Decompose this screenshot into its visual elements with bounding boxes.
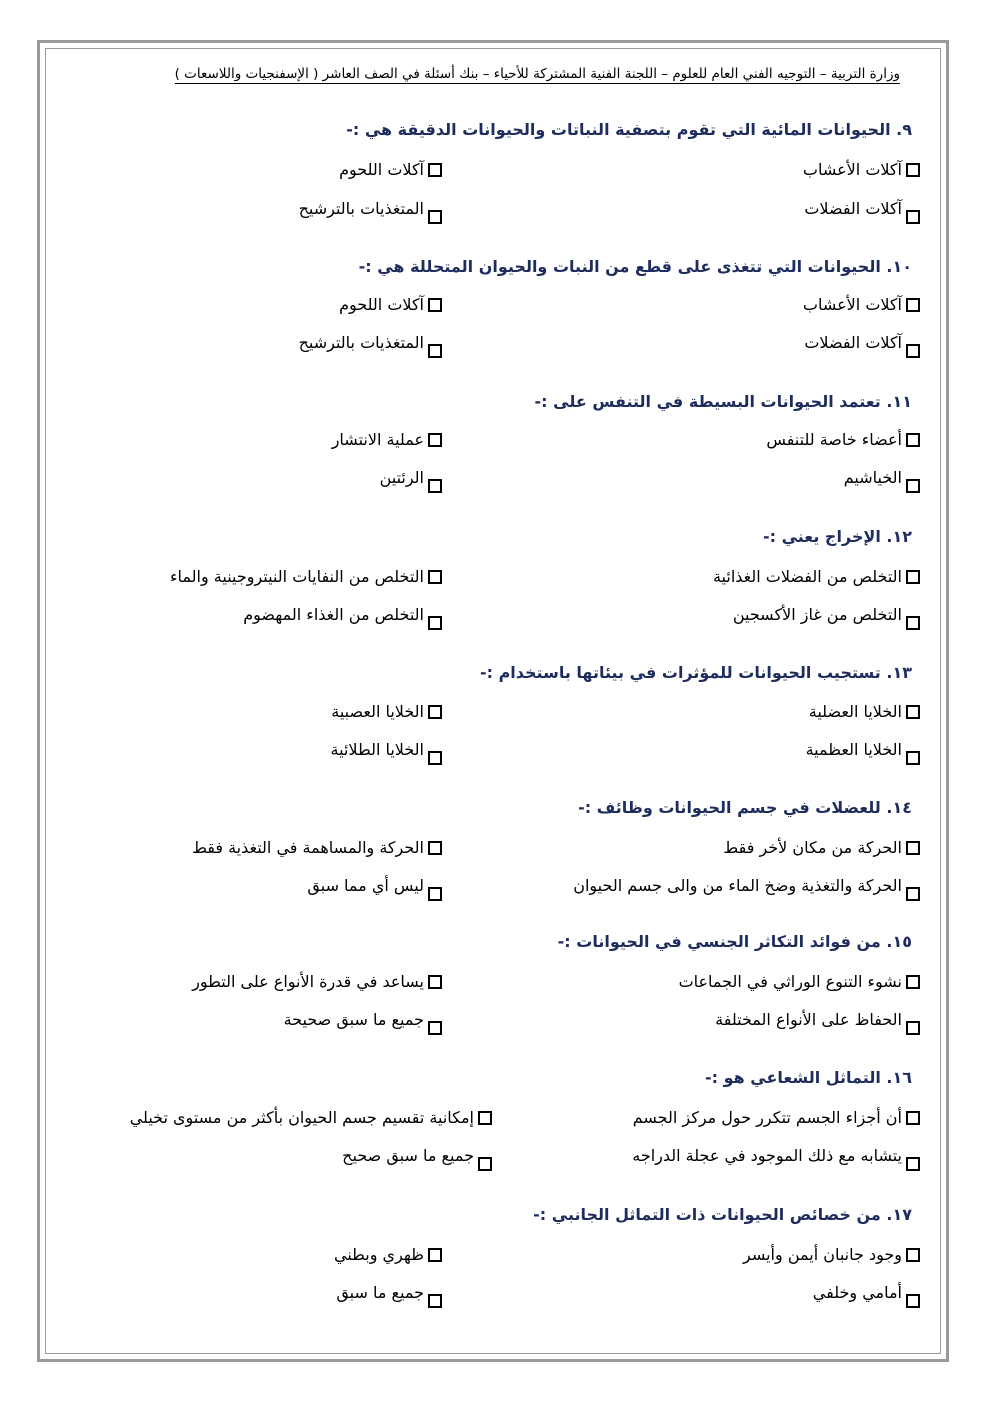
option-label: نشوء التنوع الوراثي في الجماعات (678, 972, 902, 991)
option-label: آكلات الفضلات (804, 333, 902, 352)
header-text: وزارة التربية – التوجيه الفني العام للعلوم – اللجنة الفنية المشتركة للأحياء – بنك أسئلة في الصف العاشر ( الإسفنجيات واللاسعات ) (174, 66, 900, 82)
question-14-stem: ١٤. للعضلات في جسم الحيوانات وظائف :- (578, 798, 912, 817)
q13-option-1[interactable] (809, 702, 920, 721)
option-label: ليس أي مما سبق (307, 876, 424, 895)
question-number: ١٠ (892, 257, 912, 276)
q9-option-2[interactable] (339, 160, 442, 179)
option-label: وجود جانبان أيمن وأيسر (743, 1245, 902, 1264)
question-number: ١٧ (892, 1205, 912, 1224)
question-text: للعضلات في جسم الحيوانات وظائف :- (578, 798, 881, 817)
option-label: آكلات الأعشاب (802, 295, 902, 314)
question-17-stem: ١٧. من خصائص الحيوانات ذات التماثل الجانبي :- (533, 1205, 912, 1224)
option-label: أن أجزاء الجسم تتكرر حول مركز الجسم (632, 1108, 902, 1127)
q9-option-4[interactable] (299, 199, 442, 218)
checkbox[interactable] (906, 479, 920, 493)
q12-option-3[interactable] (733, 605, 920, 624)
option-label: عملية الانتشار (331, 430, 424, 449)
option-label: الخلايا العضلية (808, 702, 902, 721)
checkbox[interactable] (428, 1021, 442, 1035)
q11-option-3[interactable] (844, 468, 920, 487)
q13-option-3[interactable] (806, 740, 920, 759)
question-text: من فوائد التكاثر الجنسي في الحيوانات :- (557, 932, 881, 951)
page-header (60, 64, 900, 84)
option-label: ظهري وبطني (333, 1245, 424, 1264)
checkbox[interactable] (478, 1111, 492, 1125)
checkbox[interactable] (428, 433, 442, 447)
question-text: الإخراج يعني :- (762, 527, 881, 546)
q14-option-2[interactable] (192, 838, 442, 857)
checkbox[interactable] (428, 751, 442, 765)
option-label: إمكانية تقسيم جسم الحيوان بأكثر من مستوى تخيلي (129, 1108, 474, 1127)
q14-option-1[interactable] (723, 838, 920, 857)
option-label: الحركة والتغذية وضخ الماء من والى جسم الحيوان (573, 876, 902, 895)
q16-option-4[interactable] (342, 1146, 492, 1165)
checkbox[interactable] (478, 1157, 492, 1171)
q15-option-4[interactable] (284, 1010, 442, 1029)
checkbox[interactable] (428, 841, 442, 855)
checkbox[interactable] (428, 344, 442, 358)
option-label: الرئتين (379, 468, 424, 487)
q11-option-2[interactable] (332, 430, 442, 449)
checkbox[interactable] (428, 570, 442, 584)
q16-option-2[interactable] (130, 1108, 492, 1127)
option-label: آكلات الفضلات (804, 199, 902, 218)
question-text: الحيوانات المائية التي تقوم بتصفية النباتات والحيوانات الدقيقة هي :- (346, 120, 891, 139)
option-label: الحفاظ على الأنواع المختلفة (715, 1010, 902, 1029)
q10-option-4[interactable] (299, 333, 442, 352)
q17-option-2[interactable] (334, 1245, 442, 1264)
q14-option-3[interactable] (573, 876, 920, 895)
option-label: التخلص من الغذاء المهضوم (243, 605, 424, 624)
question-10-stem: ١٠. الحيوانات التي تتغذى على قطع من النبات والحيوان المتحللة هي :- (358, 257, 912, 276)
q10-option-3[interactable] (804, 333, 920, 352)
q11-option-1[interactable] (766, 430, 920, 449)
q14-option-4[interactable] (307, 876, 442, 895)
option-label: أمامي وخلفي (812, 1283, 902, 1302)
q11-option-4[interactable] (380, 468, 442, 487)
option-label: جميع ما سبق (336, 1283, 424, 1302)
checkbox[interactable] (906, 1157, 920, 1171)
checkbox[interactable] (428, 887, 442, 901)
option-label: الخلايا العظمية (805, 740, 902, 759)
question-number: ٩ (902, 120, 912, 139)
checkbox[interactable] (428, 705, 442, 719)
question-number: ١١ (892, 392, 912, 411)
checkbox[interactable] (906, 570, 920, 584)
option-label: آكلات اللحوم (339, 160, 424, 179)
q16-option-3[interactable] (632, 1146, 920, 1165)
question-text: التماثل الشعاعي هو :- (704, 1068, 881, 1087)
checkbox[interactable] (906, 751, 920, 765)
option-label: الحركة والمساهمة في التغذية فقط (192, 838, 424, 857)
checkbox[interactable] (428, 975, 442, 989)
checkbox[interactable] (906, 975, 920, 989)
checkbox[interactable] (428, 298, 442, 312)
q17-option-1[interactable] (743, 1245, 920, 1264)
option-label: الخياشيم (843, 468, 902, 487)
question-13-stem: ١٣. تستجيب الحيوانات للمؤثرات في بيئاتها باستخدام :- (479, 663, 912, 682)
checkbox[interactable] (906, 887, 920, 901)
option-label: الخلايا العصبية (331, 702, 424, 721)
question-number: ١٦ (892, 1068, 912, 1087)
option-label: التخلص من غاز الأكسجين (732, 605, 902, 624)
option-label: المتغذيات بالترشيح (298, 333, 424, 352)
question-16-stem: ١٦. التماثل الشعاعي هو :- (704, 1068, 912, 1087)
question-number: ١٤ (892, 798, 912, 817)
checkbox[interactable] (906, 616, 920, 630)
question-text: الحيوانات التي تتغذى على قطع من النبات والحيوان المتحللة هي :- (358, 257, 881, 276)
q15-option-2[interactable] (192, 972, 442, 991)
option-label: التخلص من النفايات النيتروجينية والماء (170, 567, 424, 586)
question-text: تستجيب الحيوانات للمؤثرات في بيئاتها باستخدام :- (479, 663, 881, 682)
checkbox[interactable] (428, 616, 442, 630)
checkbox[interactable] (428, 210, 442, 224)
q17-option-4[interactable] (336, 1283, 442, 1302)
checkbox[interactable] (906, 210, 920, 224)
checkbox[interactable] (906, 1021, 920, 1035)
q12-option-1[interactable] (713, 567, 920, 586)
q15-option-1[interactable] (679, 972, 920, 991)
option-label: آكلات الأعشاب (802, 160, 902, 179)
question-text: تعتمد الحيوانات البسيطة في التنفس على :- (534, 392, 881, 411)
q12-option-2[interactable] (170, 567, 442, 586)
checkbox[interactable] (906, 1111, 920, 1125)
question-15-stem: ١٥. من فوائد التكاثر الجنسي في الحيوانات :- (557, 932, 912, 951)
checkbox[interactable] (906, 163, 920, 177)
option-label: الخلايا الطلائية (330, 740, 424, 759)
question-11-stem: ١١. تعتمد الحيوانات البسيطة في التنفس على :- (534, 392, 912, 411)
option-label: جميع ما سبق صحيحة (283, 1010, 424, 1029)
checkbox[interactable] (428, 479, 442, 493)
checkbox[interactable] (906, 298, 920, 312)
q9-option-3[interactable] (804, 199, 920, 218)
q9-option-1[interactable] (803, 160, 920, 179)
question-9-stem: ٩. الحيوانات المائية التي تقوم بتصفية النباتات والحيوانات الدقيقة هي :- (346, 120, 912, 139)
checkbox[interactable] (906, 433, 920, 447)
checkbox[interactable] (428, 1248, 442, 1262)
option-label: التخلص من الفضلات الغذائية (712, 567, 902, 586)
option-label: جميع ما سبق صحيح (342, 1146, 474, 1165)
checkbox[interactable] (906, 841, 920, 855)
question-12-stem: ١٢. الإخراج يعني :- (762, 527, 912, 546)
q17-option-3[interactable] (813, 1283, 920, 1302)
q10-option-2[interactable] (339, 295, 442, 314)
checkbox[interactable] (906, 705, 920, 719)
question-number: ١٥ (892, 932, 912, 951)
checkbox[interactable] (906, 344, 920, 358)
q13-option-2[interactable] (331, 702, 442, 721)
checkbox[interactable] (906, 1248, 920, 1262)
question-number: ١٢ (892, 527, 912, 546)
q12-option-4[interactable] (243, 605, 442, 624)
q16-option-1[interactable] (633, 1108, 920, 1127)
q13-option-4[interactable] (331, 740, 442, 759)
option-label: يساعد في قدرة الأنواع على التطور (192, 972, 424, 991)
q15-option-3[interactable] (715, 1010, 920, 1029)
option-label: أعضاء خاصة للتنفس (766, 430, 902, 449)
checkbox[interactable] (906, 1294, 920, 1308)
option-label: الحركة من مكان لأخر فقط (723, 838, 902, 857)
checkbox[interactable] (428, 1294, 442, 1308)
option-label: آكلات اللحوم (339, 295, 424, 314)
option-label: يتشابه مع ذلك الموجود في عجلة الدراجه (632, 1146, 902, 1165)
question-text: من خصائص الحيوانات ذات التماثل الجانبي :- (533, 1205, 881, 1224)
question-number: ١٣ (892, 663, 912, 682)
checkbox[interactable] (428, 163, 442, 177)
option-label: المتغذيات بالترشيح (298, 199, 424, 218)
q10-option-1[interactable] (803, 295, 920, 314)
